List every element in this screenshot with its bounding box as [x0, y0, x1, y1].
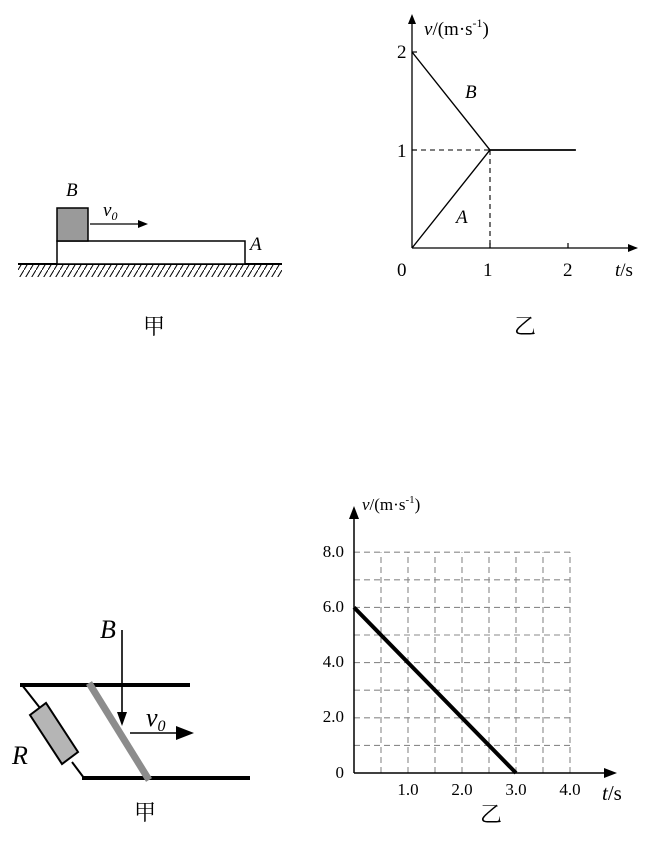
top-series-b — [412, 52, 576, 150]
resistor-r-label: R — [12, 741, 28, 770]
bottom-y-tick-label-2: 2.0 — [322, 707, 344, 726]
bottom-rail-diagram — [11, 615, 250, 826]
bottom-grid — [354, 552, 570, 773]
top-y-axis-arrow — [408, 14, 416, 24]
top-left-caption: 甲 — [143, 315, 166, 340]
bottom-x-axis-arrow — [604, 768, 617, 778]
bottom-y-tick-label-4: 4.0 — [322, 652, 344, 671]
top-x-tick-label-2: 2 — [563, 260, 573, 281]
resistor-r — [30, 703, 78, 764]
bottom-y-tick-label-8: 8.0 — [322, 542, 344, 561]
top-right-caption: 乙 — [514, 315, 537, 340]
velocity-label: $v_0$ — [103, 200, 118, 223]
ground-hatch — [18, 265, 282, 277]
top-y-tick-label-1: 1 — [397, 141, 407, 162]
line-a-label: A — [456, 207, 468, 228]
resistor-lead-lower — [72, 762, 84, 778]
resistor-lead-upper — [22, 685, 40, 708]
top-x-tick-label-1: 1 — [483, 260, 493, 281]
bottom-x-tick-label-1: 1.0 — [397, 780, 419, 799]
field-b-label: B — [100, 615, 116, 644]
bottom-left-caption: 甲 — [134, 801, 157, 826]
plank-a — [57, 241, 245, 264]
top-x-axis-label: t/s — [615, 260, 633, 281]
bottom-right-caption: 乙 — [480, 803, 503, 828]
bottom-vt-graph — [323, 494, 622, 828]
rod-velocity-label: v0 — [146, 703, 166, 735]
bottom-y-tick-label-6: 6.0 — [322, 597, 344, 616]
line-b-label: B — [465, 82, 477, 103]
top-vt-graph — [397, 14, 638, 340]
top-series-a — [412, 150, 576, 248]
top-y-tick-label-2: 2 — [397, 42, 407, 63]
bottom-origin-label: 0 — [335, 763, 344, 782]
field-arrowhead — [117, 712, 127, 726]
top-origin-label: 0 — [397, 260, 407, 281]
bottom-x-tick-label-3: 3.0 — [505, 780, 527, 799]
plank-a-label: A — [250, 234, 262, 255]
bottom-x-axis-label: t/s — [602, 781, 622, 805]
block-b — [57, 208, 88, 241]
bottom-y-axis-label: $v/(m\cdot s^{-1})$ — [362, 494, 421, 514]
conducting-rod — [89, 683, 149, 780]
top-block-plank-diagram — [18, 180, 282, 340]
rod-velocity-arrowhead — [176, 726, 194, 740]
bottom-x-tick-label-4: 4.0 — [559, 780, 581, 799]
bottom-y-axis-arrow — [349, 506, 359, 519]
velocity-arrowhead — [138, 220, 148, 228]
block-b-label: B — [66, 180, 78, 201]
top-series-lines — [412, 52, 576, 248]
bottom-x-tick-label-2: 2.0 — [451, 780, 473, 799]
top-y-axis-label: $v/(m\cdot s^{-1})$ — [424, 16, 489, 40]
top-x-axis-arrow — [628, 244, 638, 252]
